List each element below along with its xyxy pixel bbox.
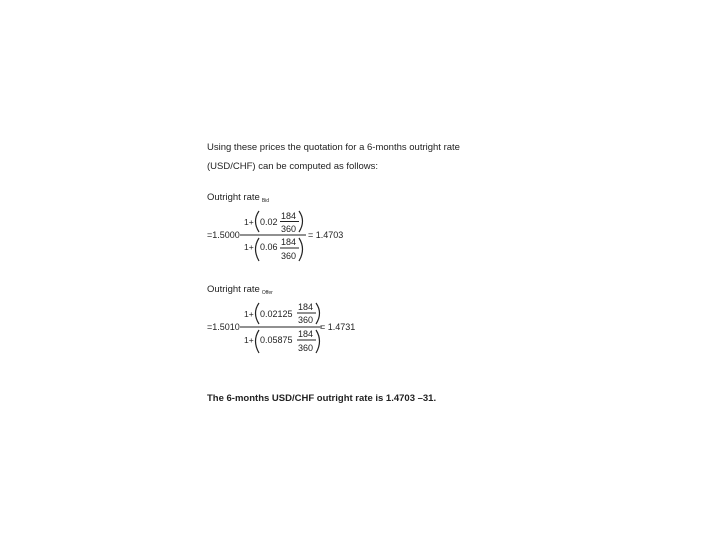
- conclusion: The 6-months USD/CHF outright rate is 1.4703 –31.: [207, 393, 437, 404]
- offer-spot: =1.5010: [207, 322, 240, 332]
- offer-den-days: 184: [298, 329, 314, 339]
- bid-num-open-paren: [256, 211, 260, 232]
- bid-den-rate: 0.06: [260, 242, 278, 252]
- offer-den-one-plus: 1+: [244, 335, 254, 345]
- bid-label-text: Outright rate: [207, 192, 260, 203]
- bid-result: = 1.4703: [308, 230, 344, 240]
- bid-den-one-plus: 1+: [244, 242, 254, 252]
- offer-result: = 1.4731: [320, 322, 356, 332]
- bid-spot: =1.5000: [207, 230, 240, 240]
- offer-num-close-paren: [316, 303, 320, 324]
- bid-num-days: 184: [281, 211, 297, 221]
- bid-den-open-paren: [256, 238, 260, 261]
- intro-line-2: (USD/CHF) can be computed as follows:: [207, 161, 379, 172]
- offer-den-close-paren: [316, 330, 320, 353]
- offer-den-rate: 0.05875: [260, 335, 293, 345]
- offer-label-text: Outright rate: [207, 284, 260, 295]
- bid-den-close-paren: [299, 238, 303, 261]
- offer-den-open-paren: [256, 330, 260, 353]
- offer-num-basis: 360: [298, 315, 314, 325]
- bid-num-rate: 0.02: [260, 217, 278, 227]
- offer-num-rate: 0.02125: [260, 309, 293, 319]
- intro-line-1: Using these prices the quotation for a 6-months outright rate: [207, 142, 460, 153]
- bid-den-basis: 360: [281, 251, 297, 261]
- offer-den-basis: 360: [298, 343, 314, 353]
- offer-num-open-paren: [256, 303, 260, 324]
- offer-num-days: 184: [298, 302, 314, 312]
- bid-num-one-plus: 1+: [244, 217, 254, 227]
- bid-subscript: Bid: [261, 198, 270, 204]
- offer-label: [207, 285, 273, 295]
- offer-subscript: Offer: [261, 290, 273, 296]
- offer-num-one-plus: 1+: [244, 309, 254, 319]
- bid-num-close-paren: [299, 211, 303, 232]
- bid-den-days: 184: [281, 237, 297, 247]
- bid-num-basis: 360: [281, 224, 297, 234]
